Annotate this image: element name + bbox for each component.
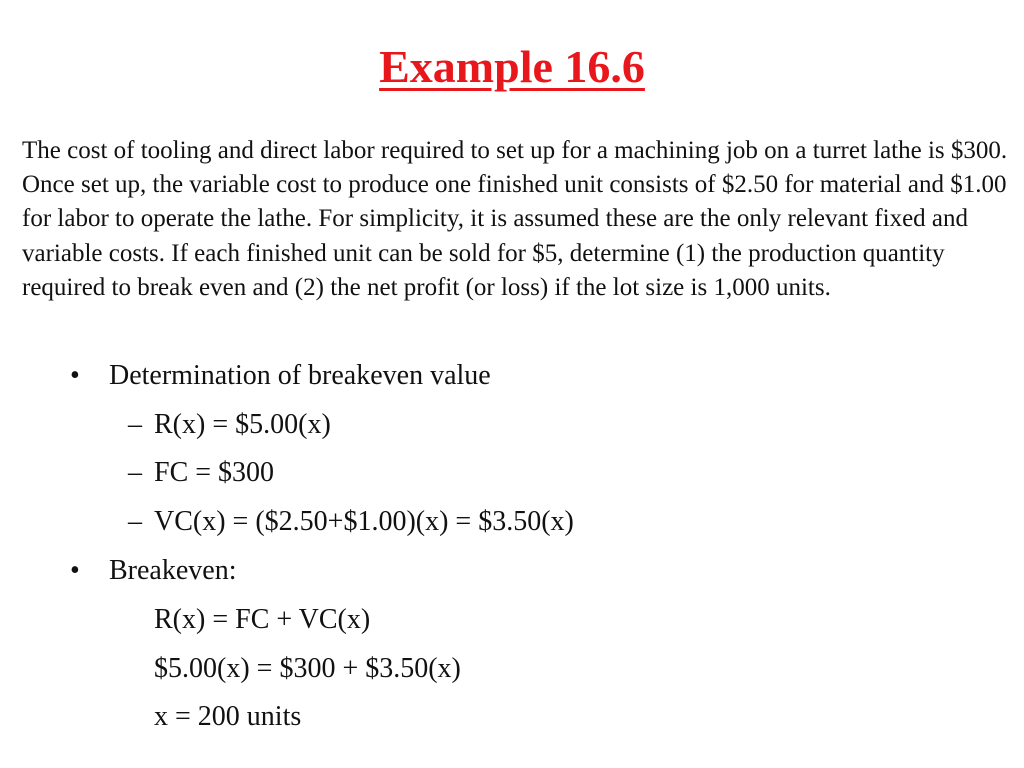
revenue-equation: R(x) = $5.00(x) (154, 409, 331, 440)
bullet-marker: • (70, 360, 80, 391)
sub-bullet-marker: – (128, 409, 142, 440)
fixed-cost-equation: FC = $300 (154, 457, 275, 488)
bullet-determination: Determination of breakeven value (109, 360, 491, 391)
variable-cost-equation: VC(x) = ($2.50+$1.00)(x) = $3.50(x) (154, 506, 574, 537)
bullet-marker: • (70, 555, 80, 586)
bullet-breakeven: Breakeven: (109, 555, 237, 586)
breakeven-substitution: $5.00(x) = $300 + $3.50(x) (154, 653, 461, 684)
breakeven-result: x = 200 units (154, 701, 302, 732)
problem-statement: The cost of tooling and direct labor required to set up for a machining job on a turret lathe is $300. Once set up, the variable cost to produce one finished unit consists of $2.50 for material and $1.00 for labor to operate the lathe. For simplicity, it is assumed these are the only relevant fixed and variable costs. If each finished unit can be sold for $5, determine (1) the production quantity required to break even and (2) the net profit (or loss) if the lot size is 1,000 units. (22, 137, 1008, 301)
slide-title-text: Example 16.6 (379, 41, 645, 92)
breakeven-equation: R(x) = FC + VC(x) (154, 604, 371, 635)
sub-bullet-marker: – (128, 506, 142, 537)
sub-bullet-marker: – (128, 457, 142, 488)
